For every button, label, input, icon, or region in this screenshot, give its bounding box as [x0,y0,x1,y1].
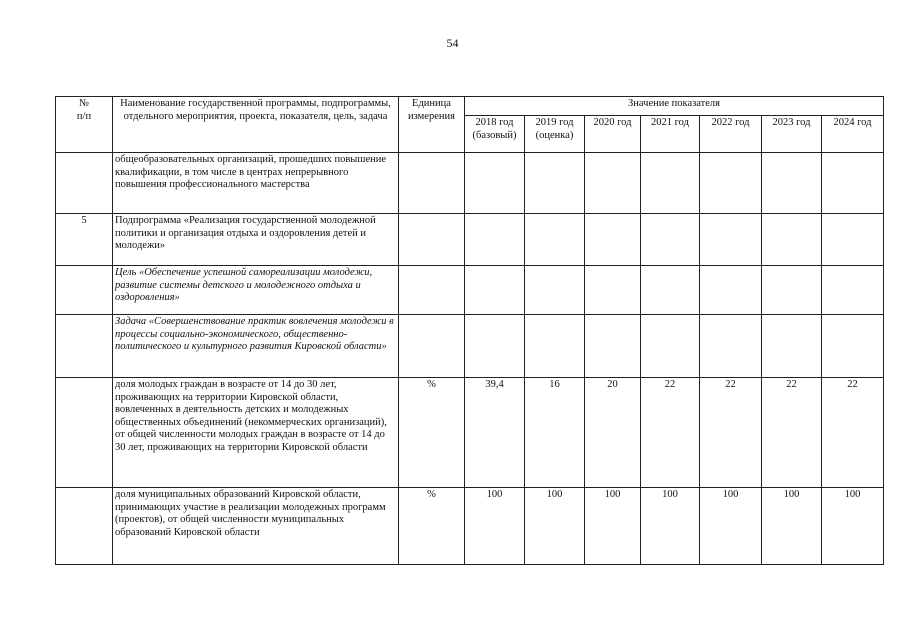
row-value [641,266,700,315]
row-name: доля молодых граждан в возрасте от 14 до 30 лет, проживающих на территории Кировской области, вовлеченных в деятельность детских и молодежных общественных объединений (некоммерческих организаций), от общей численности молодых граждан в возрасте от 14 до 30 лет, проживающих на территории Кировской области [113,378,399,488]
indicators-table [55,96,884,565]
row-value: 100 [525,488,585,565]
row-name: общеобразовательных организаций, прошедших повышение квалификации, в том числе в центрах непрерывного повышения профессионального мастерства [113,153,399,214]
row-num [56,378,113,488]
row-num [56,315,113,378]
row-value [700,266,762,315]
row-value [700,214,762,266]
row-value [822,214,884,266]
row-name: Цель «Обеспечение успешной самореализации молодежи, развитие системы детского и молодежного отдыха и оздоровления» [113,266,399,315]
header-year: 2018 год (базовый) [465,116,525,153]
row-value [641,153,700,214]
page-number: 54 [446,36,459,50]
header-name: Наименование государственной программы, подпрограммы, отдельного мероприятия, проекта, показателя, цель, задача [113,97,399,153]
header-unit: Единица измерения [399,97,465,153]
table-row [56,315,884,378]
table-row [56,214,884,266]
row-value [465,153,525,214]
row-value: 100 [822,488,884,565]
row-value: 22 [822,378,884,488]
row-value [641,315,700,378]
row-value: 100 [465,488,525,565]
row-value [585,153,641,214]
row-value: 100 [585,488,641,565]
row-value [762,315,822,378]
row-unit [399,266,465,315]
row-value [585,214,641,266]
header-values: Значение показателя [465,97,884,116]
row-value [700,153,762,214]
row-value: 20 [585,378,641,488]
row-unit: % [399,488,465,565]
row-value: 100 [641,488,700,565]
header-year: 2021 год [641,116,700,153]
row-unit: % [399,378,465,488]
row-unit [399,214,465,266]
row-value: 16 [525,378,585,488]
table-row [56,488,884,565]
table-row [56,378,884,488]
row-value: 100 [700,488,762,565]
header-year: 2019 год (оценка) [525,116,585,153]
row-value: 22 [641,378,700,488]
row-value [762,153,822,214]
row-num [56,153,113,214]
row-value [822,266,884,315]
row-value [465,315,525,378]
row-value [700,315,762,378]
row-value [822,315,884,378]
row-unit [399,153,465,214]
row-value [641,214,700,266]
table-row [56,153,884,214]
header-year: 2023 год [762,116,822,153]
row-value [822,153,884,214]
table-row [56,266,884,315]
row-num [56,266,113,315]
header-year: 2024 год [822,116,884,153]
row-value [525,214,585,266]
row-name: Задача «Совершенствование практик вовлечения молодежи в процессы социально-экономического, общественно-политического и культурного развития Кировской области» [113,315,399,378]
header-num: № п/п [56,97,113,153]
row-num: 5 [56,214,113,266]
row-value: 100 [762,488,822,565]
table-header [56,97,884,153]
row-unit [399,315,465,378]
header-year: 2020 год [585,116,641,153]
row-value [525,266,585,315]
row-value [525,315,585,378]
header-year: 2022 год [700,116,762,153]
row-value [585,315,641,378]
row-value: 22 [700,378,762,488]
row-value: 22 [762,378,822,488]
row-value [762,266,822,315]
row-value [465,266,525,315]
table-body [56,153,884,565]
row-value [525,153,585,214]
row-num [56,488,113,565]
row-value [762,214,822,266]
row-name: доля муниципальных образований Кировской области, принимающих участие в реализации молодежных программ (проектов), от общей численности муниципальных образований Кировской области [113,488,399,565]
row-name: Подпрограмма «Реализация государственной молодежной политики и организация отдыха и оздоровления детей и молодежи» [113,214,399,266]
row-value: 39,4 [465,378,525,488]
row-value [585,266,641,315]
row-value [465,214,525,266]
